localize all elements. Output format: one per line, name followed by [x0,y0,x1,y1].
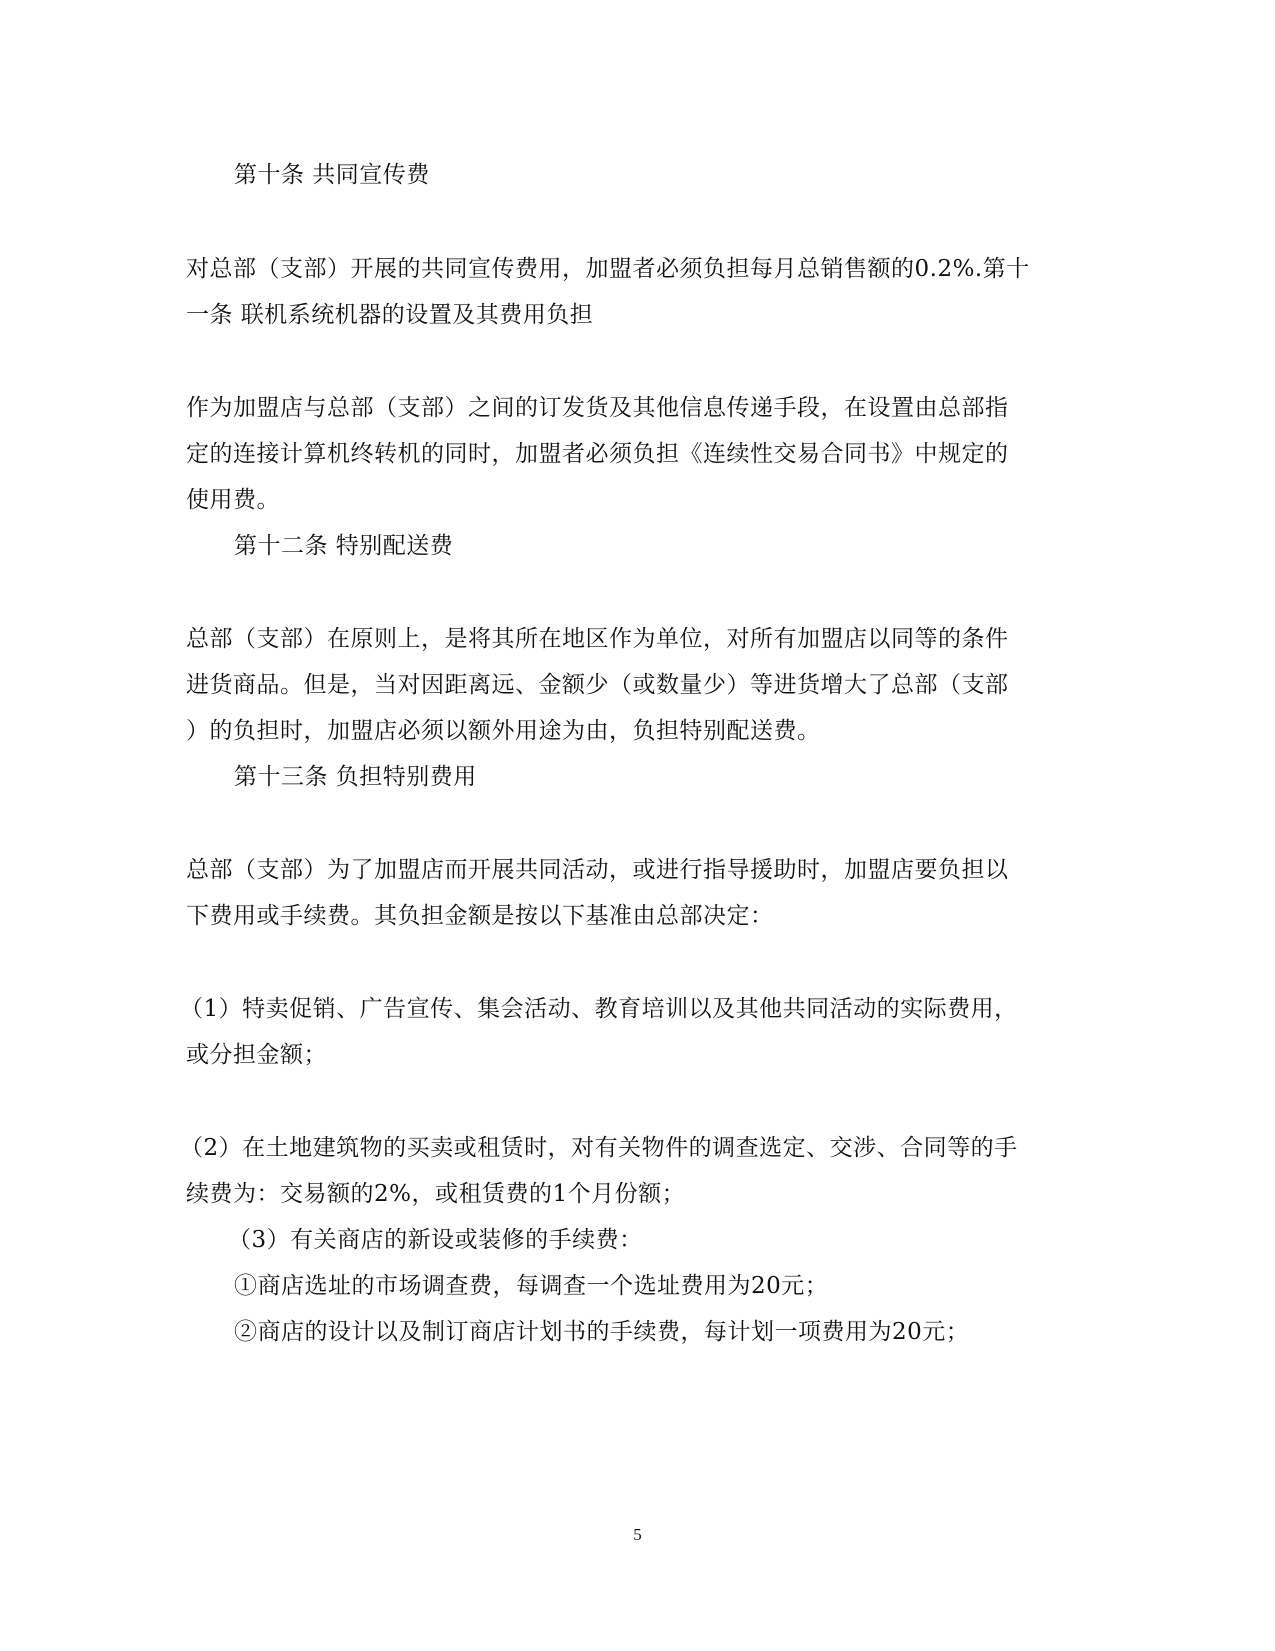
article-12-heading: 第十二条 特别配送费 [234,533,454,559]
list-item-line: （1）特卖促销、广告宣传、集会活动、教育培训以及其他共同活动的实际费用， [180,996,1018,1022]
paragraph-line: 一条 联机系统机器的设置及其费用负担 [186,302,594,328]
paragraph-line: 总部（支部）为了加盟店而开展共同活动，或进行指导援助时，加盟店要负担以 [186,857,1009,883]
page-number: 5 [633,1525,642,1544]
paragraph-line: 对总部（支部）开展的共同宣传费用，加盟者必须负担每月总销售额的0.2%.第十 [186,256,1030,282]
paragraph-line: 下费用或手续费。其负担金额是按以下基准由总部决定： [186,903,774,929]
paragraph-line: 作为加盟店与总部（支部）之间的订发货及其他信息传递手段，在设置由总部指 [186,395,1009,421]
list-item-line: 或分担金额； [186,1042,327,1068]
list-item-line: （3）有关商店的新设或装修的手续费： [228,1227,643,1253]
list-item-line: ②商店的设计以及制订商店计划书的手续费，每计划一项费用为20元； [234,1319,970,1345]
paragraph-line: 总部（支部）在原则上，是将其所在地区作为单位，对所有加盟店以同等的条件 [186,626,1009,652]
list-item-line: （2）在土地建筑物的买卖或租赁时，对有关物件的调查选定、交涉、合同等的手 [180,1135,1018,1161]
list-item-line: 续费为：交易额的2%，或租赁费的1个月份额； [186,1181,686,1207]
list-item-line: ①商店选址的市场调查费，每调查一个选址费用为20元； [234,1273,829,1299]
paragraph-line: 使用费。 [186,487,280,513]
paragraph-line: 进货商品。但是，当对因距离远、金额少（或数量少）等进货增大了总部（支部 [186,672,1009,698]
paragraph-line: ）的负担时，加盟店必须以额外用途为由，负担特别配送费。 [186,718,821,744]
article-10-heading: 第十条 共同宣传费 [234,162,430,188]
article-13-heading: 第十三条 负担特别费用 [234,764,477,790]
paragraph-line: 定的连接计算机终转机的同时，加盟者必须负担《连续性交易合同书》中规定的 [186,441,1009,467]
